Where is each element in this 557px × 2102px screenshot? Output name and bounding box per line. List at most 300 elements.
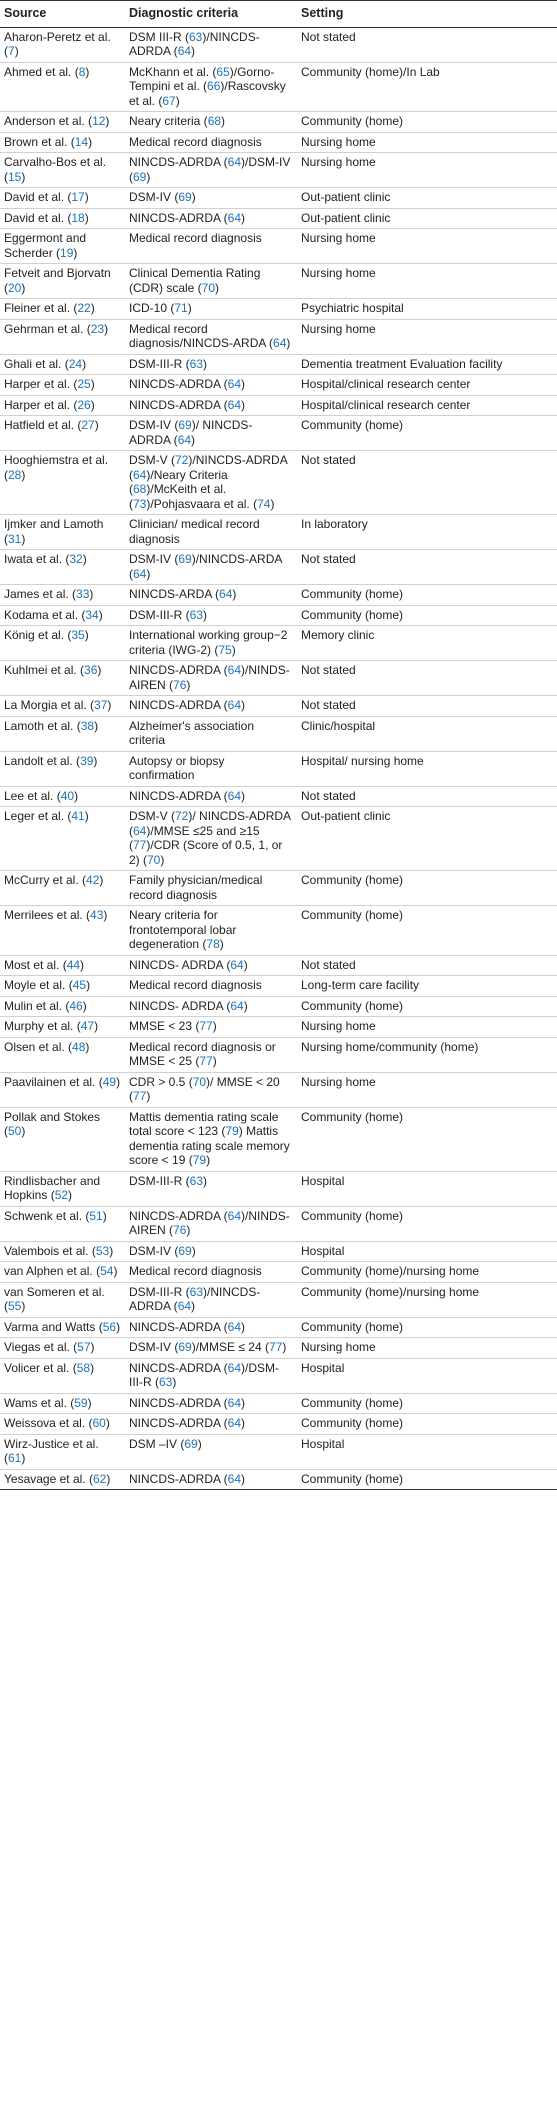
criteria-cell: NINCDS- ADRDA (64): [125, 955, 297, 976]
table-row: [0, 1037, 557, 1072]
reference-link[interactable]: 32: [69, 552, 83, 566]
setting-cell: Hospital: [297, 1241, 557, 1262]
criteria-cell: Neary criteria (68): [125, 112, 297, 133]
reference-link[interactable]: 19: [60, 245, 74, 260]
reference-link[interactable]: 64: [227, 397, 242, 412]
criteria-cell: DSM-III-R (63): [125, 605, 297, 626]
setting-cell: Community (home): [297, 112, 557, 133]
source-cell: Yesavage et al. (62): [0, 1469, 125, 1490]
source-cell: La Morgia et al. (37): [0, 696, 125, 717]
setting-cell: Community (home): [297, 605, 557, 626]
criteria-cell: Clinician/ medical record diagnosis: [125, 515, 297, 550]
source-cell: Gehrman et al. (23): [0, 319, 125, 354]
criteria-cell: Medical record diagnosis: [125, 229, 297, 264]
reference-link[interactable]: 50: [8, 1124, 22, 1138]
reference-link[interactable]: 63: [189, 607, 204, 622]
table-row: [0, 1017, 557, 1038]
reference-link[interactable]: 69: [178, 1340, 192, 1354]
reference-link[interactable]: 52: [54, 1188, 69, 1202]
reference-link[interactable]: 75: [218, 642, 232, 657]
criteria-cell: DSM III-R (63)/NINCDS-ADRDA (64): [125, 27, 297, 62]
reference-link[interactable]: 48: [72, 1039, 86, 1054]
reference-link[interactable]: 56: [102, 1319, 117, 1334]
criteria-cell: CDR > 0.5 (70)/ MMSE < 20 (77): [125, 1072, 297, 1107]
setting-cell: Nursing home: [297, 264, 557, 299]
header-source: Source: [0, 1, 125, 28]
source-cell: Merrilees et al. (43): [0, 906, 125, 956]
criteria-cell: Clinical Dementia Rating (CDR) scale (70): [125, 264, 297, 299]
reference-link[interactable]: 77: [133, 838, 147, 852]
source-cell: Iwata et al. (32): [0, 550, 125, 585]
criteria-cell: NINCDS-ADRDA (64): [125, 1469, 297, 1490]
table-row: [0, 132, 557, 153]
reference-link[interactable]: 58: [76, 1360, 91, 1375]
reference-link[interactable]: 76: [173, 677, 187, 692]
setting-cell: Nursing home: [297, 1072, 557, 1107]
setting-cell: Out-patient clinic: [297, 807, 557, 871]
table-row: [0, 299, 557, 320]
reference-link[interactable]: 46: [69, 998, 83, 1013]
criteria-cell: NINCDS- ADRDA (64): [125, 996, 297, 1017]
reference-link[interactable]: 64: [227, 210, 242, 225]
reference-link[interactable]: 69: [184, 1436, 198, 1451]
table-row: [0, 264, 557, 299]
source-cell: Weissova et al. (60): [0, 1414, 125, 1435]
source-cell: Harper et al. (26): [0, 395, 125, 416]
setting-cell: Hospital/ nursing home: [297, 751, 557, 786]
setting-cell: Community (home): [297, 1206, 557, 1241]
table-row: [0, 515, 557, 550]
source-cell: Olsen et al. (48): [0, 1037, 125, 1072]
table-row: [0, 786, 557, 807]
source-cell: Ijmker and Lamoth (31): [0, 515, 125, 550]
criteria-cell: NINCDS-ADRDA (64): [125, 1414, 297, 1435]
reference-link[interactable]: 45: [72, 978, 87, 992]
reference-link[interactable]: 62: [92, 1471, 107, 1486]
setting-cell: Psychiatric hospital: [297, 299, 557, 320]
table-row: [0, 1072, 557, 1107]
table-row: [0, 906, 557, 956]
source-cell: Hatfield et al. (27): [0, 416, 125, 451]
table-row: [0, 153, 557, 188]
table-row: [0, 1317, 557, 1338]
reference-link[interactable]: 15: [8, 169, 22, 184]
setting-cell: Community (home)/nursing home: [297, 1262, 557, 1283]
reference-link[interactable]: 64: [227, 1395, 242, 1410]
criteria-cell: NINCDS-ADRDA (64): [125, 786, 297, 807]
table-row: [0, 112, 557, 133]
table-row: [0, 229, 557, 264]
table-row: [0, 807, 557, 871]
setting-cell: Not stated: [297, 955, 557, 976]
setting-cell: Nursing home: [297, 132, 557, 153]
source-cell: David et al. (18): [0, 208, 125, 229]
source-cell: Ghali et al. (24): [0, 354, 125, 375]
criteria-cell: DSM –IV (69): [125, 1434, 297, 1469]
criteria-cell: DSM-IV (69): [125, 1241, 297, 1262]
reference-link[interactable]: 64: [230, 998, 244, 1013]
criteria-cell: Family physician/medical record diagnosis: [125, 871, 297, 906]
reference-link[interactable]: 64: [227, 1208, 242, 1223]
reference-link[interactable]: 65: [216, 64, 230, 79]
setting-cell: Out-patient clinic: [297, 208, 557, 229]
criteria-cell: DSM-V (72)/NINCDS-ADRDA (64)/Neary Criteria (68)/McKeith et al. (73)/Pohjasvaara et al. (74): [125, 451, 297, 515]
table-row: [0, 208, 557, 229]
reference-link[interactable]: 64: [227, 1360, 242, 1375]
source-cell: Viegas et al. (57): [0, 1338, 125, 1359]
table-row: [0, 1469, 557, 1490]
source-cell: Kuhlmei et al. (36): [0, 661, 125, 696]
reference-link[interactable]: 76: [173, 1223, 187, 1237]
setting-cell: In laboratory: [297, 515, 557, 550]
reference-link[interactable]: 77: [268, 1340, 283, 1354]
source-cell: Carvalho-Bos et al. (15): [0, 153, 125, 188]
setting-cell: Community (home): [297, 1469, 557, 1490]
setting-cell: Not stated: [297, 27, 557, 62]
table-header: [0, 1, 557, 28]
criteria-cell: NINCDS-ADRDA (64): [125, 375, 297, 396]
criteria-cell: Medical record diagnosis: [125, 976, 297, 997]
table-row: [0, 451, 557, 515]
source-cell: König et al. (35): [0, 626, 125, 661]
criteria-cell: Neary criteria for frontotemporal lobar degeneration (78): [125, 906, 297, 956]
table-row: [0, 62, 557, 112]
reference-link[interactable]: 77: [199, 1054, 213, 1068]
setting-cell: Out-patient clinic: [297, 188, 557, 209]
reference-link[interactable]: 55: [8, 1299, 22, 1313]
criteria-cell: NINCDS-ADRDA (64)/DSM-III-R (63): [125, 1358, 297, 1393]
header-diagnostic-criteria: Diagnostic criteria: [125, 1, 297, 28]
source-cell: Hooghiemstra et al. (28): [0, 451, 125, 515]
reference-link[interactable]: 34: [85, 607, 99, 622]
source-cell: Lee et al. (40): [0, 786, 125, 807]
table-row: [0, 1107, 557, 1171]
reference-link[interactable]: 64: [230, 957, 244, 972]
reference-link[interactable]: 33: [76, 587, 90, 601]
reference-link[interactable]: 40: [60, 788, 75, 803]
source-cell: Volicer et al. (58): [0, 1358, 125, 1393]
criteria-cell: DSM-III-R (63): [125, 1171, 297, 1206]
setting-cell: Community (home): [297, 1414, 557, 1435]
source-cell: Ahmed et al. (8): [0, 62, 125, 112]
table-row: [0, 319, 557, 354]
reference-link[interactable]: 26: [77, 397, 91, 412]
reference-link[interactable]: 54: [100, 1264, 114, 1278]
table-row: [0, 1358, 557, 1393]
criteria-cell: Medical record diagnosis/NINCDS-ARDA (64): [125, 319, 297, 354]
criteria-cell: NINCDS-ADRDA (64)/NINDS-AIREN (76): [125, 661, 297, 696]
reference-link[interactable]: 70: [192, 1074, 207, 1089]
reference-link[interactable]: 63: [189, 1173, 204, 1188]
reference-link[interactable]: 64: [273, 336, 287, 350]
reference-link[interactable]: 69: [178, 1243, 192, 1258]
table-row: [0, 1241, 557, 1262]
reference-link[interactable]: 12: [92, 114, 106, 128]
reference-link[interactable]: 64: [227, 1471, 242, 1486]
setting-cell: Dementia treatment Evaluation facility: [297, 354, 557, 375]
source-cell: Kodama et al. (34): [0, 605, 125, 626]
reference-link[interactable]: 68: [207, 114, 222, 128]
criteria-cell: Medical record diagnosis or MMSE < 25 (77): [125, 1037, 297, 1072]
source-cell: Aharon-Peretz et al. (7): [0, 27, 125, 62]
source-cell: David et al. (17): [0, 188, 125, 209]
setting-cell: Nursing home: [297, 319, 557, 354]
reference-link[interactable]: 74: [257, 496, 271, 511]
source-cell: Pollak and Stokes (50): [0, 1107, 125, 1171]
reference-link[interactable]: 8: [78, 64, 86, 79]
reference-link[interactable]: 69: [178, 418, 192, 432]
reference-link[interactable]: 39: [80, 753, 94, 768]
criteria-cell: DSM-III-R (63): [125, 354, 297, 375]
reference-link[interactable]: 72: [175, 809, 189, 823]
reference-link[interactable]: 63: [189, 29, 203, 44]
source-cell: Rindlisbacher and Hopkins (52): [0, 1171, 125, 1206]
source-cell: Moyle et al. (45): [0, 976, 125, 997]
setting-cell: Not stated: [297, 696, 557, 717]
reference-link[interactable]: 23: [90, 321, 105, 336]
table-row: [0, 1282, 557, 1317]
reference-link[interactable]: 70: [201, 280, 216, 295]
setting-cell: Hospital: [297, 1171, 557, 1206]
reference-link[interactable]: 63: [189, 356, 204, 371]
table-row: [0, 605, 557, 626]
source-cell: Eggermont and Scherder (19): [0, 229, 125, 264]
reference-link[interactable]: 78: [206, 937, 220, 951]
setting-cell: Community (home): [297, 585, 557, 606]
table-row: [0, 955, 557, 976]
reference-link[interactable]: 64: [227, 155, 242, 169]
table-row: [0, 550, 557, 585]
reference-link[interactable]: 64: [227, 788, 242, 803]
reference-link[interactable]: 67: [162, 93, 176, 108]
source-cell: van Someren et al. (55): [0, 1282, 125, 1317]
criteria-cell: NINCDS-ARDA (64): [125, 585, 297, 606]
criteria-cell: Medical record diagnosis: [125, 1262, 297, 1283]
setting-cell: Long-term care facility: [297, 976, 557, 997]
reference-link[interactable]: 77: [199, 1019, 213, 1033]
table-row: [0, 585, 557, 606]
source-cell: Fetveit and Bjorvatn (20): [0, 264, 125, 299]
setting-cell: Hospital/clinical research center: [297, 395, 557, 416]
setting-cell: Nursing home: [297, 1338, 557, 1359]
reference-link[interactable]: 22: [77, 301, 91, 315]
reference-link[interactable]: 64: [227, 1416, 242, 1430]
table-row: [0, 1393, 557, 1414]
criteria-cell: NINCDS-ADRDA (64): [125, 696, 297, 717]
source-cell: Murphy et al. (47): [0, 1017, 125, 1038]
table-row: [0, 626, 557, 661]
reference-link[interactable]: 64: [219, 587, 233, 601]
table-row: [0, 375, 557, 396]
setting-cell: Community (home): [297, 906, 557, 956]
setting-cell: Community (home): [297, 871, 557, 906]
reference-link[interactable]: 63: [189, 1284, 204, 1299]
source-cell: James et al. (33): [0, 585, 125, 606]
reference-link[interactable]: 37: [94, 698, 108, 712]
setting-cell: Memory clinic: [297, 626, 557, 661]
reference-link[interactable]: 53: [95, 1243, 110, 1258]
source-cell: Wirz-Justice et al. (61): [0, 1434, 125, 1469]
setting-cell: Community (home): [297, 996, 557, 1017]
source-cell: McCurry et al. (42): [0, 871, 125, 906]
reference-link[interactable]: 7: [8, 44, 15, 58]
reference-link[interactable]: 28: [8, 467, 22, 482]
table-row: [0, 27, 557, 62]
table-row: [0, 751, 557, 786]
reference-link[interactable]: 72: [175, 453, 189, 467]
criteria-cell: NINCDS-ADRDA (64)/DSM-IV (69): [125, 153, 297, 188]
table-row: [0, 188, 557, 209]
setting-cell: Community (home): [297, 1317, 557, 1338]
header-setting: Setting: [297, 1, 557, 28]
reference-link[interactable]: 64: [133, 823, 147, 838]
reference-link[interactable]: 17: [71, 190, 85, 204]
reference-link[interactable]: 25: [77, 377, 91, 391]
reference-link[interactable]: 38: [80, 718, 95, 733]
source-cell: Paavilainen et al. (49): [0, 1072, 125, 1107]
table-row: [0, 1338, 557, 1359]
reference-link[interactable]: 41: [71, 809, 85, 823]
source-cell: Harper et al. (25): [0, 375, 125, 396]
table-row: [0, 1171, 557, 1206]
reference-link[interactable]: 51: [89, 1208, 103, 1223]
source-cell: Mulin et al. (46): [0, 996, 125, 1017]
source-cell: Varma and Watts (56): [0, 1317, 125, 1338]
table-body: [0, 27, 557, 1490]
criteria-cell: NINCDS-ADRDA (64): [125, 395, 297, 416]
setting-cell: Community (home): [297, 1393, 557, 1414]
table-row: [0, 871, 557, 906]
source-cell: Most et al. (44): [0, 955, 125, 976]
criteria-cell: DSM-IV (69)/MMSE ≤ 24 (77): [125, 1338, 297, 1359]
criteria-cell: NINCDS-ADRDA (64): [125, 208, 297, 229]
criteria-cell: Autopsy or biopsy confirmation: [125, 751, 297, 786]
setting-cell: Community (home): [297, 1107, 557, 1171]
reference-link[interactable]: 64: [227, 377, 242, 391]
source-cell: Leger et al. (41): [0, 807, 125, 871]
reference-link[interactable]: 49: [102, 1074, 117, 1089]
criteria-cell: DSM-V (72)/ NINCDS-ADRDA (64)/MMSE ≤25 and ≥15 (77)/CDR (Score of 0.5, 1, or 2) (70): [125, 807, 297, 871]
table-row: [0, 1434, 557, 1469]
table-row: [0, 976, 557, 997]
reference-link[interactable]: 64: [227, 1319, 242, 1334]
reference-link[interactable]: 71: [174, 301, 188, 315]
source-cell: Brown et al. (14): [0, 132, 125, 153]
criteria-cell: Mattis dementia rating scale total score < 123 (79) Mattis dementia rating scale memory score < 19 (79): [125, 1107, 297, 1171]
setting-cell: Nursing home: [297, 153, 557, 188]
reference-link[interactable]: 27: [81, 418, 95, 432]
reference-link[interactable]: 57: [77, 1340, 91, 1354]
setting-cell: Clinic/hospital: [297, 716, 557, 751]
criteria-cell: ICD-10 (71): [125, 299, 297, 320]
setting-cell: Not stated: [297, 451, 557, 515]
reference-link[interactable]: 64: [227, 663, 242, 677]
source-cell: Schwenk et al. (51): [0, 1206, 125, 1241]
source-cell: Valembois et al. (53): [0, 1241, 125, 1262]
reference-link[interactable]: 20: [8, 280, 22, 295]
reference-link[interactable]: 79: [225, 1124, 239, 1138]
criteria-cell: NINCDS-ADRDA (64): [125, 1393, 297, 1414]
reference-link[interactable]: 31: [8, 531, 22, 546]
reference-link[interactable]: 64: [177, 44, 192, 58]
setting-cell: Nursing home: [297, 1017, 557, 1038]
reference-link[interactable]: 47: [80, 1019, 95, 1033]
table-row: [0, 354, 557, 375]
source-cell: Landolt et al. (39): [0, 751, 125, 786]
reference-link[interactable]: 69: [178, 552, 192, 566]
reference-link[interactable]: 42: [86, 873, 100, 887]
criteria-cell: DSM-III-R (63)/NINCDS-ADRDA (64): [125, 1282, 297, 1317]
reference-link[interactable]: 36: [84, 663, 98, 677]
criteria-cell: Alzheimer's association criteria: [125, 716, 297, 751]
table-row: [0, 696, 557, 717]
reference-link[interactable]: 24: [68, 356, 83, 371]
reference-link[interactable]: 66: [207, 79, 221, 93]
reference-link[interactable]: 64: [227, 698, 242, 712]
reference-link[interactable]: 69: [133, 169, 147, 184]
reference-link[interactable]: 35: [71, 628, 85, 642]
reference-link[interactable]: 61: [8, 1451, 22, 1465]
reference-link[interactable]: 79: [192, 1153, 207, 1167]
criteria-cell: MMSE < 23 (77): [125, 1017, 297, 1038]
reference-link[interactable]: 14: [74, 134, 89, 149]
criteria-cell: DSM-IV (69)/NINCDS-ARDA (64): [125, 550, 297, 585]
header-row: [0, 1, 557, 28]
source-cell: Fleiner et al. (22): [0, 299, 125, 320]
reference-link[interactable]: 59: [74, 1395, 88, 1410]
criteria-cell: Medical record diagnosis: [125, 132, 297, 153]
criteria-cell: DSM-IV (69): [125, 188, 297, 209]
setting-cell: Hospital/clinical research center: [297, 375, 557, 396]
reference-link[interactable]: 73: [133, 496, 147, 511]
setting-cell: Community (home)/nursing home: [297, 1282, 557, 1317]
setting-cell: Not stated: [297, 661, 557, 696]
reference-link[interactable]: 70: [147, 852, 161, 867]
reference-link[interactable]: 18: [71, 210, 85, 225]
reference-link[interactable]: 69: [178, 190, 192, 204]
table-row: [0, 395, 557, 416]
reference-link[interactable]: 64: [177, 1299, 192, 1313]
criteria-cell: NINCDS-ADRDA (64): [125, 1317, 297, 1338]
criteria-cell: International working group−2 criteria (IWG-2) (75): [125, 626, 297, 661]
table-row: [0, 416, 557, 451]
reference-link[interactable]: 44: [66, 957, 81, 972]
criteria-cell: NINCDS-ADRDA (64)/NINDS-AIREN (76): [125, 1206, 297, 1241]
reference-link[interactable]: 68: [133, 482, 147, 496]
reference-link[interactable]: 77: [133, 1089, 147, 1103]
table-row: [0, 996, 557, 1017]
table-row: [0, 1262, 557, 1283]
reference-link[interactable]: 64: [133, 467, 147, 482]
setting-cell: Nursing home/community (home): [297, 1037, 557, 1072]
criteria-cell: DSM-IV (69)/ NINCDS-ADRDA (64): [125, 416, 297, 451]
source-cell: Wams et al. (59): [0, 1393, 125, 1414]
reference-link[interactable]: 63: [159, 1375, 173, 1389]
source-cell: Lamoth et al. (38): [0, 716, 125, 751]
setting-cell: Community (home): [297, 416, 557, 451]
source-cell: van Alphen et al. (54): [0, 1262, 125, 1283]
criteria-cell: McKhann et al. (65)/Gorno-Tempini et al. (66)/Rascovsky et al. (67): [125, 62, 297, 112]
reference-link[interactable]: 64: [133, 566, 147, 581]
setting-cell: Not stated: [297, 786, 557, 807]
reference-link[interactable]: 43: [90, 908, 104, 922]
reference-link[interactable]: 64: [177, 432, 192, 447]
setting-cell: Not stated: [297, 550, 557, 585]
table-row: [0, 1414, 557, 1435]
table-row: [0, 1206, 557, 1241]
setting-cell: Nursing home: [297, 229, 557, 264]
reference-link[interactable]: 60: [92, 1416, 106, 1430]
